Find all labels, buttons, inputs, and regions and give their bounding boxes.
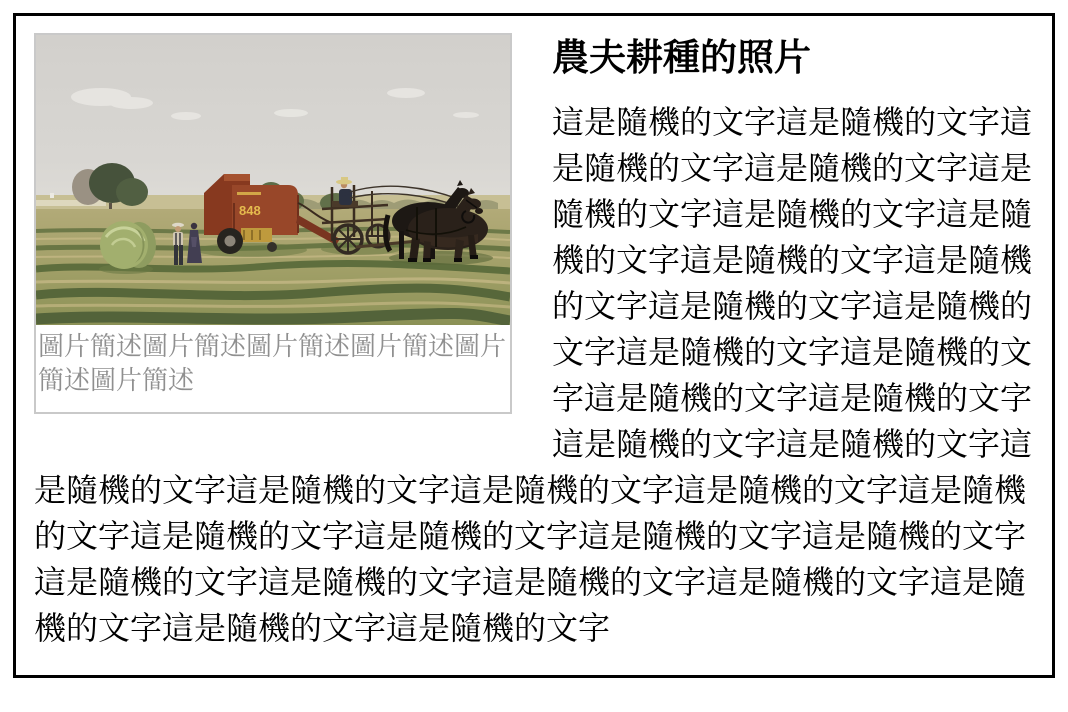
image-caption: 圖片簡述圖片簡述圖片簡述圖片簡述圖片簡述圖片簡述 — [38, 332, 507, 395]
article-title: 農夫耕種的照片 — [552, 38, 811, 79]
page-frame — [13, 13, 1055, 678]
farm-photo-illustration — [36, 35, 510, 325]
article-body-text: 這是隨機的文字這是隨機的文字這是隨機的文字這是隨機的文字這是隨機的文字這是隨機的文字這是隨機的文字這是隨機的文字這是隨機的文字這是隨機的文字這是隨機的文字這是隨機的文字這是隨機的文字這是隨機的文字這是隨機的文字這是隨機的文字這是隨機的文字這是隨機的文字這是隨機的文字這是隨機的文字這是隨機的文字這是隨機的文字這是隨機的文字這是隨機的文字這是隨機的文字這是隨機的文字這是隨機的文字這是隨機的文字這是隨機的文字這是隨機的文字這是隨機的文字這是隨機的文字這是隨機的文字 — [34, 104, 1033, 646]
baler-model-number: 848 — [239, 203, 261, 218]
hay-bale — [100, 221, 156, 269]
photo-figure — [34, 33, 512, 414]
